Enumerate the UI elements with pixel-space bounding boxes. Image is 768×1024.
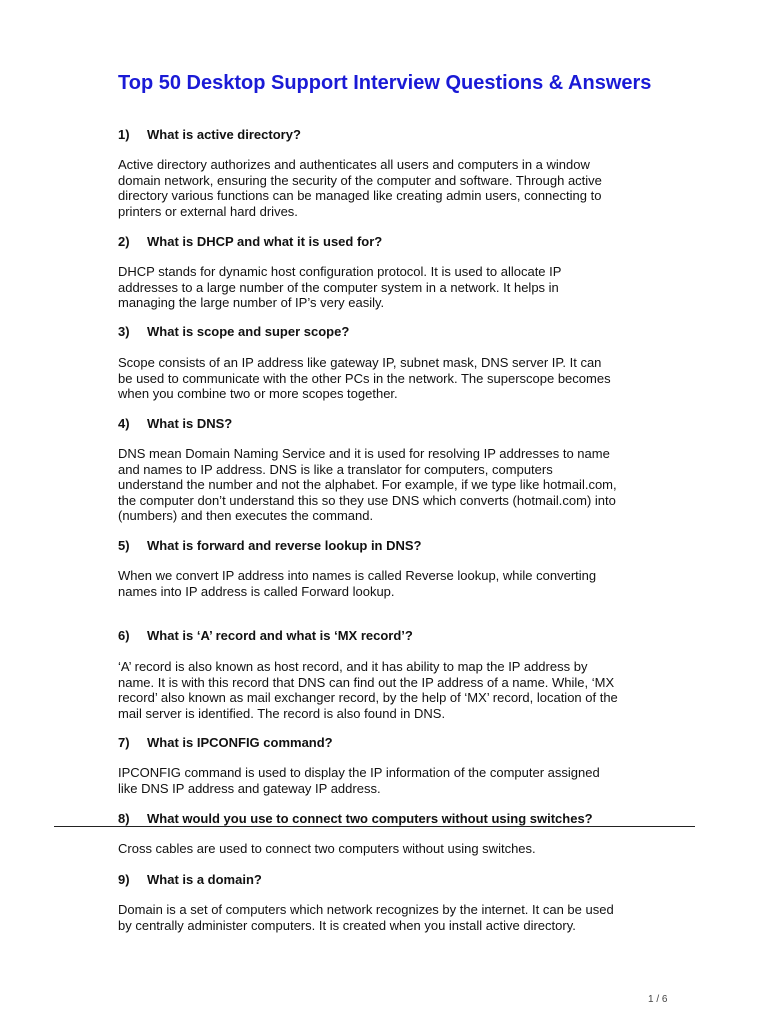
question-heading	[118, 127, 301, 143]
answer-line: like DNS IP address and gateway IP address.	[118, 780, 381, 796]
question-heading	[118, 416, 232, 432]
horizontal-rule	[54, 826, 695, 827]
answer-line: by centrally administer computers. It is created when you install active directory.	[118, 917, 576, 933]
answer-line: domain network, ensuring the security of the computer and software. Through active	[118, 172, 602, 188]
question-text: What is scope and super scope?	[147, 324, 350, 339]
answer-line: directory various functions can be managed like creating admin users, connecting to	[118, 188, 602, 203]
question-text: What is IPCONFIG command?	[147, 735, 333, 750]
answer-line: addresses to a large number of the computer system in a network. It helps in	[118, 279, 559, 295]
answer-line: DHCP stands for dynamic host configuration protocol. It is used to allocate IP	[118, 264, 562, 279]
answer-paragraph	[118, 765, 708, 796]
answer-paragraph	[118, 841, 708, 857]
answer-line: managing the large number of IP’s very easily.	[118, 295, 385, 310]
question-number: 2)	[118, 234, 130, 249]
question-heading	[118, 324, 349, 340]
answer-line: printers or external hard drives.	[118, 203, 298, 219]
question-text: What is active directory?	[147, 127, 301, 142]
answer-line: ‘A’ record is also known as host record, and it has ability to map the IP address by	[118, 659, 588, 674]
question-heading	[118, 234, 382, 250]
answer-line: (numbers) and then executes the command.	[118, 508, 374, 523]
answer-paragraph	[118, 902, 708, 933]
question-number: 6)	[118, 628, 130, 643]
question-heading	[118, 872, 262, 888]
question-number: 7)	[118, 735, 130, 750]
answer-line: understand the number and not the alphabet. For example, if we type like hotmail.com,	[118, 477, 617, 492]
question-number: 1)	[118, 127, 130, 142]
answer-paragraph	[118, 157, 708, 219]
answer-line: DNS mean Domain Naming Service and it is used for resolving IP addresses to name	[118, 446, 610, 461]
answer-line: Cross cables are used to connect two computers without using switches.	[118, 841, 536, 856]
question-number: 8)	[118, 811, 130, 826]
answer-line: names into IP address is called Forward lookup.	[118, 583, 395, 599]
answer-paragraph	[118, 568, 708, 599]
answer-paragraph	[118, 446, 708, 524]
answer-line: name. It is with this record that DNS can find out the IP address of a name. While, ‘MX	[118, 674, 615, 690]
answer-line: record’ also known as mail exchanger record, by the help of ‘MX’ record, location of the	[118, 690, 618, 705]
question-number: 9)	[118, 872, 130, 887]
question-heading	[118, 538, 422, 554]
answer-paragraph	[118, 355, 708, 402]
answer-line: Active directory authorizes and authenticates all users and computers in a window	[118, 157, 590, 172]
answer-line: When we convert IP address into names is called Reverse lookup, while converting	[118, 568, 597, 583]
question-text: What is a domain?	[147, 872, 262, 887]
answer-line: when you combine two or more scopes together.	[118, 386, 398, 401]
page-title: Top 50 Desktop Support Interview Questions & Answers	[118, 72, 652, 94]
question-heading	[118, 735, 333, 751]
answer-line: mail server is identified. The record is also found in DNS.	[118, 705, 446, 721]
page-number: 1 / 6	[648, 994, 668, 1005]
answer-line: the computer don’t understand this so they use DNS which converts (hotmail.com) into	[118, 492, 616, 508]
question-text: What is ‘A’ record and what is ‘MX record’?	[147, 628, 413, 643]
question-number: 3)	[118, 324, 130, 339]
answer-line: Scope consists of an IP address like gateway IP, subnet mask, DNS server IP. It can	[118, 355, 602, 370]
question-text: What is DNS?	[147, 416, 233, 431]
answer-line: be used to communicate with the other PCs in the network. The superscope becomes	[118, 370, 611, 386]
question-text: What is DHCP and what it is used for?	[147, 234, 383, 249]
question-heading	[118, 811, 593, 827]
question-heading	[118, 628, 413, 644]
answer-line: Domain is a set of computers which network recognizes by the internet. It can be used	[118, 902, 614, 917]
question-number: 5)	[118, 538, 130, 553]
answer-paragraph	[118, 659, 708, 721]
answer-paragraph	[118, 264, 708, 311]
answer-line: IPCONFIG command is used to display the IP information of the computer assigned	[118, 765, 600, 780]
answer-line: and names to IP address. DNS is like a translator for computers, computers	[118, 461, 553, 477]
question-text: What is forward and reverse lookup in DNS?	[147, 538, 422, 553]
question-text: What would you use to connect two computers without using switches?	[147, 811, 593, 826]
question-number: 4)	[118, 416, 130, 431]
